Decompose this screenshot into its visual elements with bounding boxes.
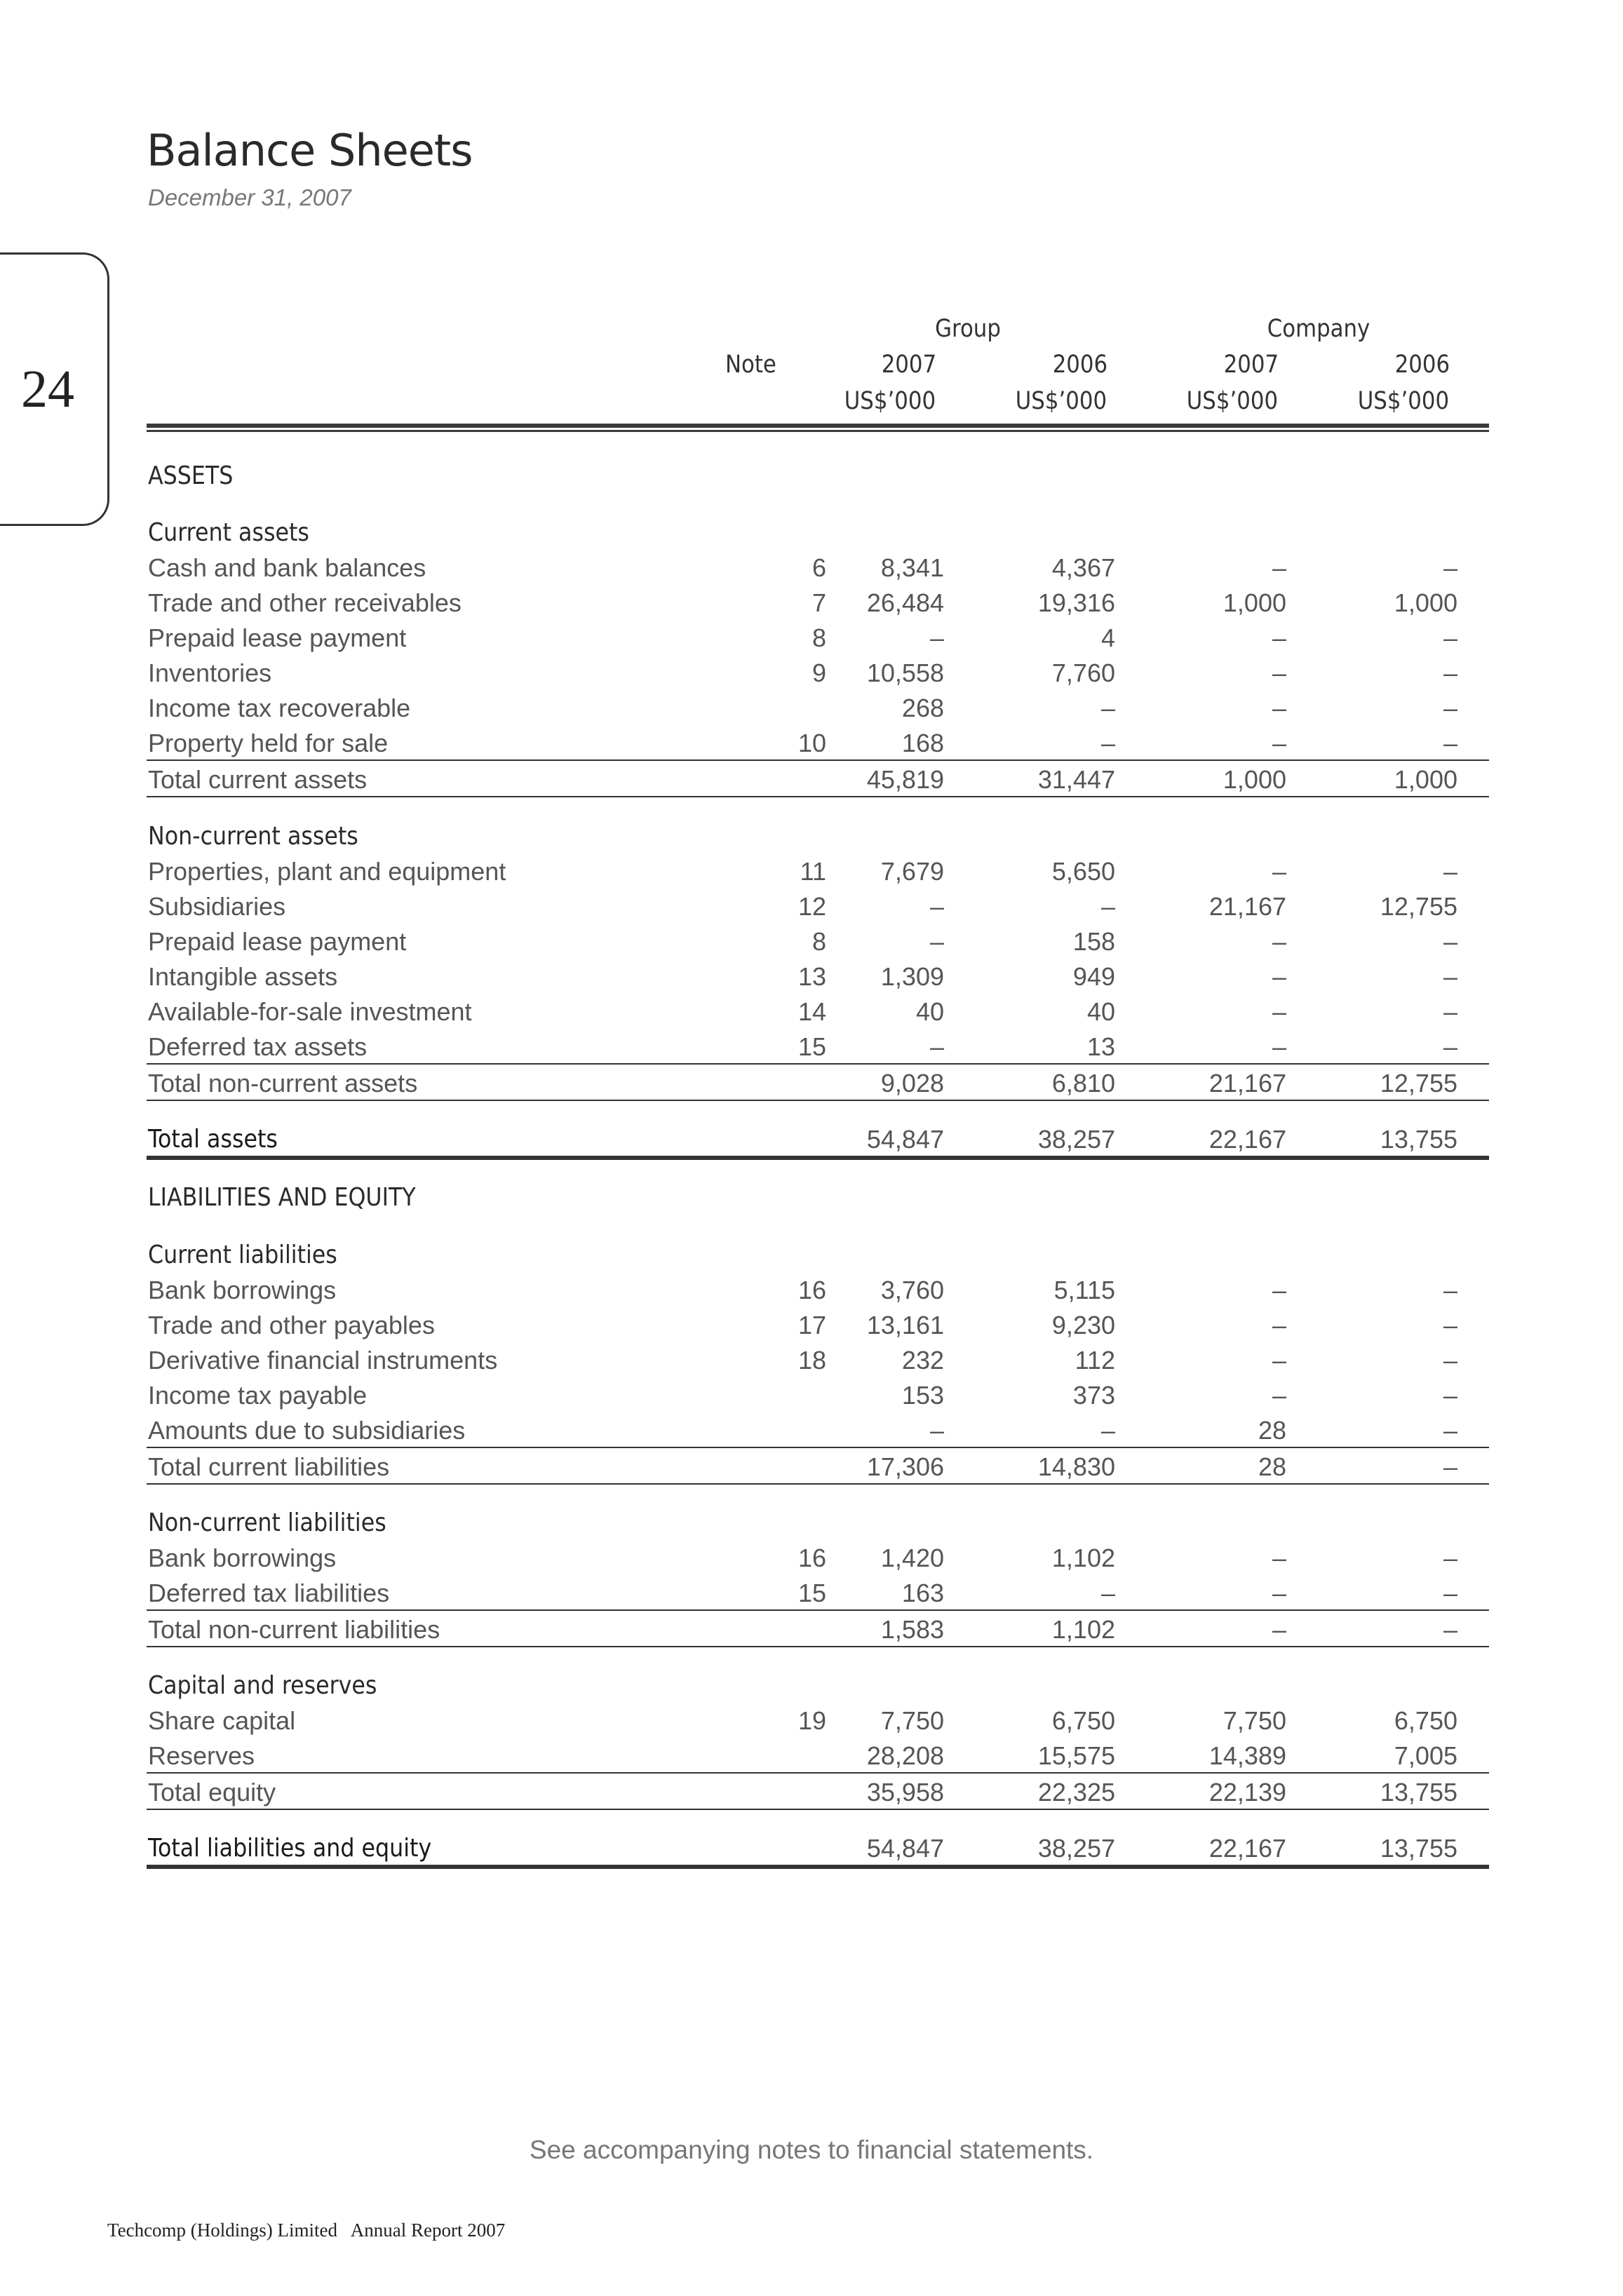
section-heading <box>147 818 1489 853</box>
row-value: – <box>1443 962 1457 991</box>
table-row <box>147 923 1489 958</box>
row-label: Income tax recoverable <box>148 694 411 722</box>
row-value: – <box>1443 694 1457 722</box>
row-value: – <box>1272 1032 1286 1061</box>
table-row <box>147 888 1489 923</box>
row-value: – <box>929 623 944 652</box>
header-note: Note <box>725 351 776 379</box>
table-row <box>147 853 1489 888</box>
row-note: 7 <box>812 588 826 617</box>
table-row <box>147 549 1489 584</box>
row-value: 4,367 <box>1051 553 1115 582</box>
section-heading <box>147 457 1489 492</box>
row-label: Total current liabilities <box>148 1452 390 1481</box>
row-label: Trade and other payables <box>148 1311 435 1339</box>
row-label: Total non-current liabilities <box>148 1615 440 1644</box>
row-value: – <box>1272 623 1286 652</box>
row-value: – <box>1443 1579 1457 1607</box>
row-label: Properties, plant and equipment <box>148 857 506 886</box>
row-value: 17,306 <box>866 1452 944 1481</box>
page-subtitle: December 31, 2007 <box>148 184 351 210</box>
row-label: Intangible assets <box>148 962 338 991</box>
row-value: 54,847 <box>866 1834 944 1863</box>
row-value: 7,750 <box>1223 1706 1286 1735</box>
table-row <box>147 724 1489 759</box>
row-value: 15,575 <box>1037 1741 1115 1770</box>
row-value: – <box>1443 857 1457 886</box>
row-value: – <box>1272 927 1286 956</box>
row-note: 9 <box>812 659 826 687</box>
row-value: 13 <box>1086 1032 1115 1061</box>
row-value: – <box>1100 1579 1115 1607</box>
row-value: 38,257 <box>1037 1834 1115 1863</box>
row-label: Bank borrowings <box>148 1276 337 1304</box>
row-value: 22,139 <box>1208 1778 1286 1807</box>
row-value: 13,755 <box>1380 1125 1457 1154</box>
row-value: – <box>1443 997 1457 1026</box>
row-value: 31,447 <box>1037 765 1115 794</box>
row-label: Current liabilities <box>148 1241 337 1269</box>
row-label: Current assets <box>148 518 309 547</box>
row-note: 18 <box>797 1346 826 1375</box>
table-row <box>147 1702 1489 1737</box>
row-label: Total liabilities and equity <box>148 1834 432 1863</box>
row-value: – <box>1272 1544 1286 1572</box>
row-value: – <box>1100 729 1115 757</box>
row-value: 40 <box>915 997 944 1026</box>
row-value: 5,650 <box>1051 857 1115 886</box>
row-value: 13,755 <box>1380 1834 1457 1863</box>
row-label: Derivative financial instruments <box>148 1346 498 1375</box>
row-value: 45,819 <box>866 765 944 794</box>
row-value: 21,167 <box>1208 1069 1286 1098</box>
table-row <box>147 993 1489 1028</box>
footnote: See accompanying notes to financial statements. <box>529 2135 1094 2164</box>
row-label: Property held for sale <box>148 729 389 757</box>
row-value: 28 <box>1258 1416 1286 1445</box>
header-unit-group-2007: US$’000 <box>844 387 936 415</box>
row-label: Income tax payable <box>148 1381 368 1410</box>
table-row <box>147 1539 1489 1574</box>
row-value: 1,000 <box>1223 765 1286 794</box>
row-value: – <box>929 1032 944 1061</box>
row-value: – <box>1272 694 1286 722</box>
row-value: – <box>1272 997 1286 1026</box>
header-year-company-2006: 2006 <box>1394 351 1450 379</box>
row-value: 35,958 <box>866 1778 944 1807</box>
row-value: 6,810 <box>1051 1069 1115 1098</box>
row-value: 9,230 <box>1051 1311 1115 1339</box>
row-label: Cash and bank balances <box>148 553 426 582</box>
row-value: 12,755 <box>1380 1069 1457 1098</box>
row-value: 21,167 <box>1208 892 1286 921</box>
row-value: – <box>1443 1452 1457 1481</box>
row-value: – <box>1443 623 1457 652</box>
row-value: 22,167 <box>1208 1125 1286 1154</box>
row-note: 16 <box>797 1276 826 1304</box>
row-note: 13 <box>797 962 826 991</box>
row-value: 7,005 <box>1394 1741 1457 1770</box>
row-note: 8 <box>812 623 826 652</box>
row-value: – <box>1272 1579 1286 1607</box>
row-value: – <box>1443 1311 1457 1339</box>
row-value: 28 <box>1258 1452 1286 1481</box>
row-value: – <box>1443 927 1457 956</box>
subtotal-row <box>147 1063 1489 1101</box>
row-label: Non-current assets <box>148 822 358 851</box>
row-value: 232 <box>901 1346 944 1375</box>
row-value: 6,750 <box>1394 1706 1457 1735</box>
row-value: – <box>1272 1381 1286 1410</box>
row-value: 949 <box>1072 962 1115 991</box>
row-value: 168 <box>901 729 944 757</box>
header-group: Group <box>935 315 1001 343</box>
row-label: Prepaid lease payment <box>148 927 407 956</box>
row-value: – <box>929 927 944 956</box>
row-value: – <box>1272 962 1286 991</box>
row-label: Total non-current assets <box>148 1069 418 1098</box>
row-value: 14,389 <box>1208 1741 1286 1770</box>
subtotal-row <box>147 1772 1489 1810</box>
row-value: 1,102 <box>1051 1615 1115 1644</box>
row-value: 1,102 <box>1051 1544 1115 1572</box>
row-value: 8,341 <box>880 553 944 582</box>
row-value: – <box>1443 1381 1457 1410</box>
table-row <box>147 1412 1489 1447</box>
header-unit-company-2006: US$’000 <box>1357 387 1449 415</box>
row-value: 158 <box>1072 927 1115 956</box>
row-value: – <box>1443 1615 1457 1644</box>
row-label: Share capital <box>148 1706 296 1735</box>
row-label: Trade and other receivables <box>148 588 462 617</box>
row-value: 10,558 <box>866 659 944 687</box>
table-row <box>147 584 1489 619</box>
table-row <box>147 619 1489 654</box>
row-label: Deferred tax assets <box>148 1032 368 1061</box>
row-value: 1,583 <box>880 1615 944 1644</box>
row-value: – <box>1100 1416 1115 1445</box>
row-value: 14,830 <box>1037 1452 1115 1481</box>
row-value: – <box>1272 1615 1286 1644</box>
row-note: 6 <box>812 553 826 582</box>
row-label: Reserves <box>148 1741 255 1770</box>
row-value: – <box>1443 1276 1457 1304</box>
table-row <box>147 1574 1489 1609</box>
row-value: 268 <box>901 694 944 722</box>
table-row <box>147 1342 1489 1377</box>
section-heading <box>147 1236 1489 1271</box>
row-value: – <box>1443 1544 1457 1572</box>
row-value: 163 <box>901 1579 944 1607</box>
row-value: 13,161 <box>866 1311 944 1339</box>
row-value: 40 <box>1086 997 1115 1026</box>
row-value: 112 <box>1075 1346 1115 1375</box>
row-note: 19 <box>797 1706 826 1735</box>
subtotal-row <box>147 1447 1489 1485</box>
row-value: 4 <box>1100 623 1115 652</box>
footer: Techcomp (Holdings) Limited Annual Report 2007 <box>107 2220 506 2241</box>
section-heading <box>147 1504 1489 1539</box>
row-value: 38,257 <box>1037 1125 1115 1154</box>
row-value: 1,000 <box>1223 588 1286 617</box>
row-note: 17 <box>797 1311 826 1339</box>
row-label: Available-for-sale investment <box>148 997 472 1026</box>
row-value: – <box>1443 1032 1457 1061</box>
header-year-group-2007: 2007 <box>881 351 936 379</box>
row-value: – <box>1443 553 1457 582</box>
row-value: – <box>1272 553 1286 582</box>
row-value: – <box>1272 659 1286 687</box>
header-year-company-2007: 2007 <box>1223 351 1279 379</box>
row-label: Total current assets <box>148 765 368 794</box>
row-value: 153 <box>901 1381 944 1410</box>
row-value: 7,679 <box>880 857 944 886</box>
subtotal-row <box>147 1609 1489 1647</box>
row-value: – <box>1443 659 1457 687</box>
row-label: Amounts due to subsidiaries <box>148 1416 466 1445</box>
table-row <box>147 654 1489 689</box>
row-value: 12,755 <box>1380 892 1457 921</box>
header-unit-group-2006: US$’000 <box>1015 387 1107 415</box>
section-heading <box>147 1179 1489 1214</box>
row-value: 6,750 <box>1051 1706 1115 1735</box>
row-value: 1,000 <box>1394 765 1457 794</box>
row-value: 7,760 <box>1051 659 1115 687</box>
row-value: 13,755 <box>1380 1778 1457 1807</box>
row-value: 54,847 <box>866 1125 944 1154</box>
header-rule-thin <box>147 430 1489 432</box>
row-value: – <box>929 892 944 921</box>
header-unit-company-2007: US$’000 <box>1186 387 1278 415</box>
row-value: 5,115 <box>1053 1276 1115 1304</box>
table-row <box>147 689 1489 724</box>
header-year-group-2006: 2006 <box>1052 351 1107 379</box>
row-value: – <box>1100 694 1115 722</box>
row-value: 373 <box>1072 1381 1115 1410</box>
row-label: Prepaid lease payment <box>148 623 407 652</box>
row-value: 19,316 <box>1037 588 1115 617</box>
page-number: 24 <box>21 360 74 419</box>
table-row <box>147 1028 1489 1063</box>
row-label: Inventories <box>148 659 272 687</box>
subtotal-row <box>147 759 1489 797</box>
row-value: 1,309 <box>880 962 944 991</box>
row-value: 22,167 <box>1208 1834 1286 1863</box>
row-note: 15 <box>797 1032 826 1061</box>
row-value: 1,000 <box>1394 588 1457 617</box>
row-note: 16 <box>797 1544 826 1572</box>
header-rule-thick <box>147 424 1489 428</box>
row-label: Non-current liabilities <box>148 1508 386 1537</box>
row-value: – <box>1272 857 1286 886</box>
total-row <box>147 1121 1489 1160</box>
row-value: 3,760 <box>880 1276 944 1304</box>
row-value: – <box>1272 1311 1286 1339</box>
row-note: 14 <box>797 997 826 1026</box>
row-value: 26,484 <box>866 588 944 617</box>
row-value: – <box>929 1416 944 1445</box>
row-value: – <box>1272 1346 1286 1375</box>
row-note: 8 <box>812 927 826 956</box>
row-value: – <box>1443 729 1457 757</box>
total-row <box>147 1830 1489 1869</box>
table-row <box>147 1271 1489 1306</box>
row-label: Capital and reserves <box>148 1671 377 1700</box>
row-note: 15 <box>797 1579 826 1607</box>
page-title: Balance Sheets <box>147 125 473 176</box>
row-label: Bank borrowings <box>148 1544 337 1572</box>
row-value: 28,208 <box>866 1741 944 1770</box>
row-label: Total equity <box>148 1778 276 1807</box>
row-value: – <box>1443 1346 1457 1375</box>
section-heading <box>147 514 1489 549</box>
table-row <box>147 1737 1489 1772</box>
row-value: – <box>1272 1276 1286 1304</box>
section-heading <box>147 1667 1489 1702</box>
row-label: Subsidiaries <box>148 892 286 921</box>
row-note: 11 <box>800 857 826 886</box>
row-value: – <box>1443 1416 1457 1445</box>
row-value: – <box>1100 892 1115 921</box>
row-value: 9,028 <box>880 1069 944 1098</box>
header-company: Company <box>1267 315 1371 343</box>
row-label: ASSETS <box>148 461 234 490</box>
table-row <box>147 1377 1489 1412</box>
table-row <box>147 1306 1489 1342</box>
row-label: Total assets <box>148 1125 278 1154</box>
row-note: 10 <box>797 729 826 757</box>
row-value: 22,325 <box>1037 1778 1115 1807</box>
row-value: – <box>1272 729 1286 757</box>
row-label: Deferred tax liabilities <box>148 1579 390 1607</box>
row-note: 12 <box>797 892 826 921</box>
table-row <box>147 958 1489 993</box>
row-value: 7,750 <box>880 1706 944 1735</box>
row-label: LIABILITIES AND EQUITY <box>148 1183 416 1212</box>
row-value: 1,420 <box>880 1544 944 1572</box>
